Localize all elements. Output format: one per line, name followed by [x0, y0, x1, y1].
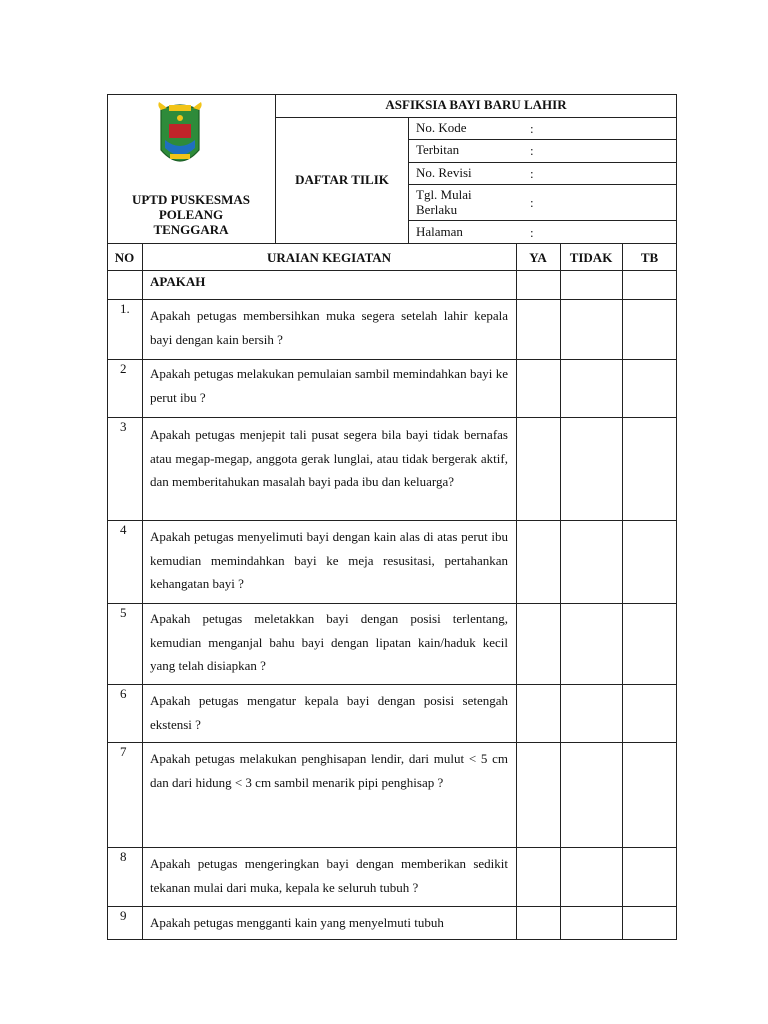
checklist-item-text: Apakah petugas membersihkan muka segera setelah lahir kepala bayi dengan kain bersih ?: [150, 308, 508, 347]
row-number: 1.: [120, 301, 130, 316]
meta-label-halaman: Halaman: [416, 224, 463, 239]
meta-value-kode: :: [530, 121, 534, 136]
row-number: 4: [120, 522, 127, 537]
checklist-item-text: Apakah petugas meletakkan bayi dengan posisi terlentang, kemudian menganjal bahu bayi dengan lipatan kain/haduk kecil yang telah disiapkan ?: [150, 611, 508, 673]
divider: [516, 244, 517, 940]
divider: [275, 117, 677, 118]
row-number: 3: [120, 419, 127, 434]
org-name-line-2: POLEANG: [158, 207, 224, 222]
row-line: [107, 603, 677, 604]
row-line: [107, 270, 677, 271]
document-type: DAFTAR TILIK: [295, 172, 389, 187]
row-number: 9: [120, 908, 127, 923]
meta-label-revisi: No. Revisi: [416, 165, 472, 180]
divider: [408, 184, 677, 185]
meta-value-terbitan: :: [530, 143, 534, 158]
row-line: [107, 359, 677, 360]
divider: [408, 162, 677, 163]
column-header-no: NO: [114, 250, 135, 265]
checklist-item-text: Apakah petugas melakukan pemulaian sambil memindahkan bayi ke perut ibu ?: [150, 366, 508, 405]
checklist-item-text: Apakah petugas mengatur kepala bayi dengan posisi setengah ekstensi ?: [150, 693, 508, 732]
column-header-ya: YA: [529, 250, 547, 265]
meta-label-kode: No. Kode: [416, 120, 467, 135]
meta-value-halaman: :: [530, 225, 534, 240]
column-header-tidak: TIDAK: [569, 250, 613, 265]
checklist-item-text: Apakah petugas mengganti kain yang menyelmuti tubuh: [150, 915, 444, 930]
divider: [142, 244, 143, 940]
meta-value-revisi: :: [530, 166, 534, 181]
puskesmas-logo-emblem: [155, 100, 205, 178]
meta-value-tgl-mulai: :: [530, 195, 534, 210]
row-line: [107, 417, 677, 418]
row-line: [107, 520, 677, 521]
meta-label-terbitan: Terbitan: [416, 142, 460, 157]
checklist-item-text: Apakah petugas melakukan penghisapan lendir, dari mulut < 5 cm dan dari hidung < 3 cm sambil menarik pipi penghisap ?: [150, 751, 508, 790]
checklist-item-text: Apakah petugas mengeringkan bayi dengan memberikan sedikit tekanan mulai dari muka, kepala ke seluruh tubuh ?: [150, 856, 508, 895]
org-name-line-3: TENGGARA: [153, 222, 229, 237]
divider: [408, 117, 409, 244]
row-line: [107, 684, 677, 685]
row-number: 5: [120, 605, 127, 620]
meta-label-tgl-mulai: Tgl. Mulai Berlaku: [416, 187, 472, 217]
divider: [408, 139, 677, 140]
row-number: 7: [120, 744, 127, 759]
divider: [560, 244, 561, 940]
checklist-item-text: Apakah petugas menjepit tali pusat segera bila bayi tidak bernafas atau megap-megap, anggota gerak lunglai, atau tidak bergerak aktif, dan memberitahukan masalah bayi pada ibu dan keluarga?: [150, 427, 508, 489]
column-header-uraian: URAIAN KEGIATAN: [266, 250, 392, 265]
org-name-line-1: UPTD PUSKESMAS: [131, 192, 251, 207]
section-label: APAKAH: [150, 274, 206, 289]
divider: [408, 220, 677, 221]
document-title: ASFIKSIA BAYI BARU LAHIR: [385, 97, 567, 112]
checklist-item-text: Apakah petugas menyelimuti bayi dengan kain alas di atas perut ibu kemudian memindahkan bayi ke meja resusitasi, pertahankan kehangatan bayi ?: [150, 529, 508, 591]
row-line: [107, 299, 677, 300]
row-line: [107, 906, 677, 907]
row-number: 8: [120, 849, 127, 864]
divider: [622, 244, 623, 940]
row-line: [107, 742, 677, 743]
row-line: [107, 847, 677, 848]
row-number: 6: [120, 686, 127, 701]
row-number: 2: [120, 361, 127, 376]
column-header-tb: TB: [640, 250, 659, 265]
